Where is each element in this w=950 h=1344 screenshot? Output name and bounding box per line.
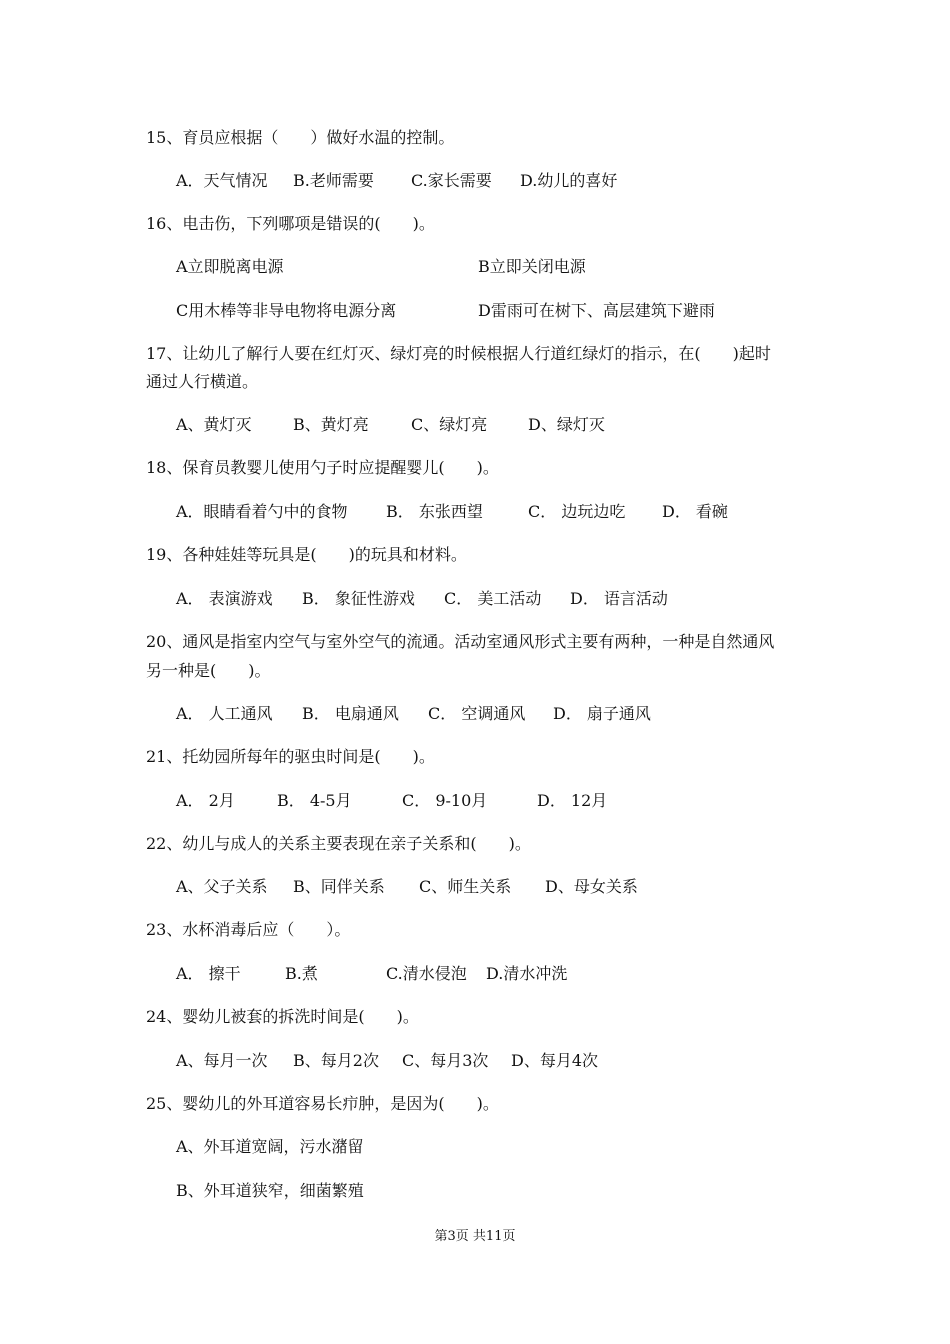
question-18-option-c: C． 边玩边吃 (528, 502, 626, 521)
question-17-option-b: B、黄灯亮 (293, 415, 369, 434)
question-22-option-d: D、母女关系 (545, 877, 638, 896)
question-22-stem: 22、幼儿与成人的关系主要表现在亲子关系和( )。 (146, 834, 531, 853)
question-20-stem-line-1: 20、通风是指室内空气与室外空气的流通。活动室通风形式主要有两种，一种是自然通风 (146, 632, 775, 651)
question-18-option-b: B． 东张西望 (386, 502, 483, 521)
question-17-option-a: A、黄灯灭 (176, 415, 252, 434)
question-21-stem: 21、托幼园所每年的驱虫时间是( )。 (146, 747, 435, 766)
question-25-option-b: B、外耳道狭窄，细菌繁殖 (176, 1181, 364, 1200)
question-20-option-d: D． 扇子通风 (553, 704, 651, 723)
question-23-option-c: C.清水侵泡 (386, 964, 467, 983)
question-23-option-d: D.清水冲洗 (486, 964, 568, 983)
question-21-option-b: B． 4-5月 (277, 791, 352, 810)
question-20-option-c: C． 空调通风 (428, 704, 526, 723)
question-17-stem-line-1: 17、让幼儿了解行人要在红灯灭、绿灯亮的时候根据人行道红绿灯的指示，在( )起时 (146, 344, 771, 363)
question-17-option-c: C、绿灯亮 (411, 415, 488, 434)
question-20-stem-line-2: 另一种是( )。 (146, 661, 271, 680)
question-21-option-d: D． 12月 (537, 791, 608, 810)
question-17-stem-line-2: 通过人行横道。 (146, 372, 259, 391)
question-18-stem: 18、保育员教婴儿使用勺子时应提醒婴儿( )。 (146, 458, 499, 477)
question-16-option-d: D雷雨可在树下、高层建筑下避雨 (478, 301, 715, 320)
question-19-option-d: D． 语言活动 (570, 589, 668, 608)
question-19-option-a: A． 表演游戏 (176, 589, 273, 608)
question-16-option-c: C用木棒等非导电物将电源分离 (176, 301, 397, 320)
question-22-option-a: A、父子关系 (176, 877, 268, 896)
question-25-option-a: A、外耳道宽阔，污水潴留 (176, 1137, 364, 1156)
question-22-option-c: C、师生关系 (419, 877, 512, 896)
question-15-option-b: B.老师需要 (293, 171, 374, 190)
question-19-option-b: B． 象征性游戏 (302, 589, 415, 608)
question-15-stem: 15、育员应根据（ ）做好水温的控制。 (146, 128, 455, 147)
question-23-option-b: B.煮 (285, 964, 318, 983)
question-23-option-a: A． 擦干 (176, 964, 241, 983)
question-15-option-d: D.幼儿的喜好 (520, 171, 618, 190)
question-19-stem: 19、各种娃娃等玩具是( )的玩具和材料。 (146, 545, 467, 564)
question-21-option-c: C． 9-10月 (402, 791, 488, 810)
question-16-option-b: B立即关闭电源 (478, 257, 586, 276)
question-24-stem: 24、婴幼儿被套的拆洗时间是( )。 (146, 1007, 419, 1026)
question-20-option-a: A． 人工通风 (176, 704, 273, 723)
question-18-option-a: A．眼睛看着勺中的食物 (176, 502, 348, 521)
question-19-option-c: C． 美工活动 (444, 589, 542, 608)
question-20-option-b: B． 电扇通风 (302, 704, 399, 723)
question-25-stem: 25、婴幼儿的外耳道容易长疖肿，是因为( )。 (146, 1094, 499, 1113)
question-16-stem: 16、电击伤，下列哪项是错误的( )。 (146, 214, 435, 233)
question-15-option-c: C.家长需要 (411, 171, 492, 190)
page-number-footer: 第3页 共11页 (434, 1229, 516, 1244)
question-21-option-a: A． 2月 (176, 791, 235, 810)
question-18-option-d: D． 看碗 (662, 502, 728, 521)
question-23-stem: 23、水杯消毒后应（ ）。 (146, 920, 351, 939)
question-24-option-a: A、每月一次 (176, 1051, 268, 1070)
question-17-option-d: D、绿灯灭 (528, 415, 605, 434)
question-16-option-a: A立即脱离电源 (176, 257, 284, 276)
question-24-option-b: B、每月2次 (293, 1051, 379, 1070)
question-15-option-a: A．天气情况 (176, 171, 268, 190)
question-24-option-d: D、每月4次 (511, 1051, 599, 1070)
question-22-option-b: B、同伴关系 (293, 877, 385, 896)
question-24-option-c: C、每月3次 (402, 1051, 489, 1070)
